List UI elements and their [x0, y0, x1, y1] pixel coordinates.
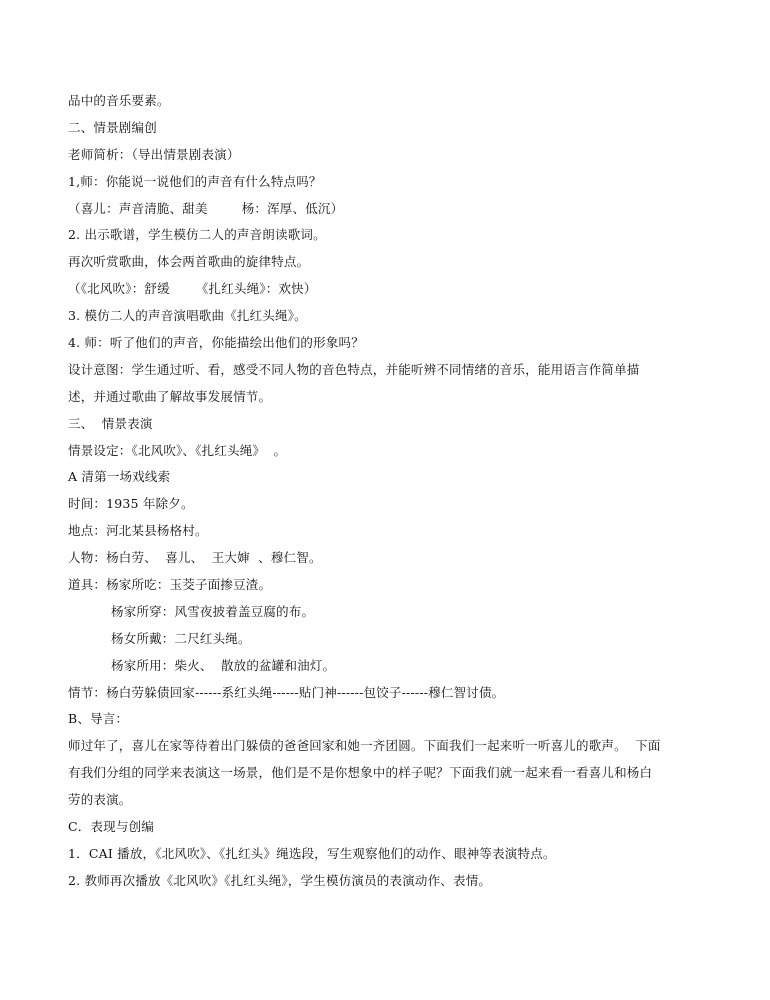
- text-line: 劳的表演。: [68, 792, 132, 808]
- text-line: 1．CAI 播放，《北风吹》、《扎红头》绳选段，写生观察他们的动作、眼神等表演特点。: [68, 845, 556, 861]
- text-line: A 清第一场戏线索: [68, 469, 171, 485]
- text-segment: 《扎红头绳》：欢快）: [195, 281, 317, 297]
- text-line: B、导言：: [68, 711, 129, 727]
- text-line: 2. 教师再次播放《北风吹》《扎红头绳》，学生模仿演员的表演动作、表情。: [68, 872, 492, 888]
- text-line-pair: [68, 196, 708, 223]
- text-line: 杨家所穿：风雪夜披着盖豆腐的布。: [111, 603, 315, 619]
- text-line: 品中的音乐要素。: [68, 93, 170, 108]
- text-line: 有我们分组的同学来表演这一场景，他们是不是你想象中的样子呢？下面我们就一起来看一看喜儿和杨白: [68, 765, 653, 781]
- section-heading: 三、 情景表演: [68, 415, 153, 431]
- text-line: 2. 出示歌谱，学生模仿二人的声音朗读歌词。: [68, 227, 326, 243]
- text-line: 地点：河北某县杨格村。: [68, 523, 208, 539]
- text-line: 情景设定：《北风吹》、《扎红头绳》 。: [68, 442, 287, 458]
- text-line: 4. 师：听了他们的声音，你能描绘出他们的形象吗？: [68, 335, 364, 351]
- text-line: 情节：杨白劳躲债回家------系红头绳------贴门神------包饺子------穆仁智讨债。: [68, 684, 505, 700]
- text-line: 杨家所用：柴火、 散放的盆罐和油灯。: [111, 657, 336, 673]
- text-segment: 杨：浑厚、低沉）: [241, 200, 344, 216]
- text-line: 时间：1935 年除夕。: [68, 496, 194, 512]
- text-line: 杨女所戴：二尺红头绳。: [111, 630, 251, 646]
- section-heading: C．表现与创编: [68, 819, 154, 835]
- text-line: 3. 模仿二人的声音演唱歌曲《扎红头绳》。: [68, 308, 307, 324]
- text-line: 师过年了，喜儿在家等待着出门躲债的爸爸回家和她一齐团圆。下面我们一起来听一听喜儿的歌声。 下面: [68, 738, 661, 754]
- text-line: 老师简析：（导出情景剧表演）: [68, 146, 240, 162]
- text-line: 述，并通过歌曲了解故事发展情节。: [68, 388, 272, 404]
- text-line: 人物：杨白劳、 喜儿、 王大婶 、穆仁智。: [68, 550, 322, 566]
- section-heading: 二、情景剧编创: [68, 119, 157, 135]
- text-segment: （《北风吹》：舒缓: [68, 281, 170, 297]
- text-line: 设计意图：学生通过听、看，感受不同人物的音色特点，并能听辨不同情绪的音乐，能用语言作简单描: [68, 361, 640, 377]
- text-line: 再次听赏歌曲，体会两首歌曲的旋律特点。: [68, 254, 310, 270]
- text-line: 1,师：你能说一说他们的声音有什么特点吗？: [68, 173, 322, 189]
- text-line: 道具：杨家所吃：玉茭子面掺豆渣。: [68, 577, 272, 593]
- document-body: [68, 88, 708, 895]
- text-segment: （喜儿：声音清脆、甜美: [68, 200, 208, 216]
- text-line-pair: [68, 276, 708, 303]
